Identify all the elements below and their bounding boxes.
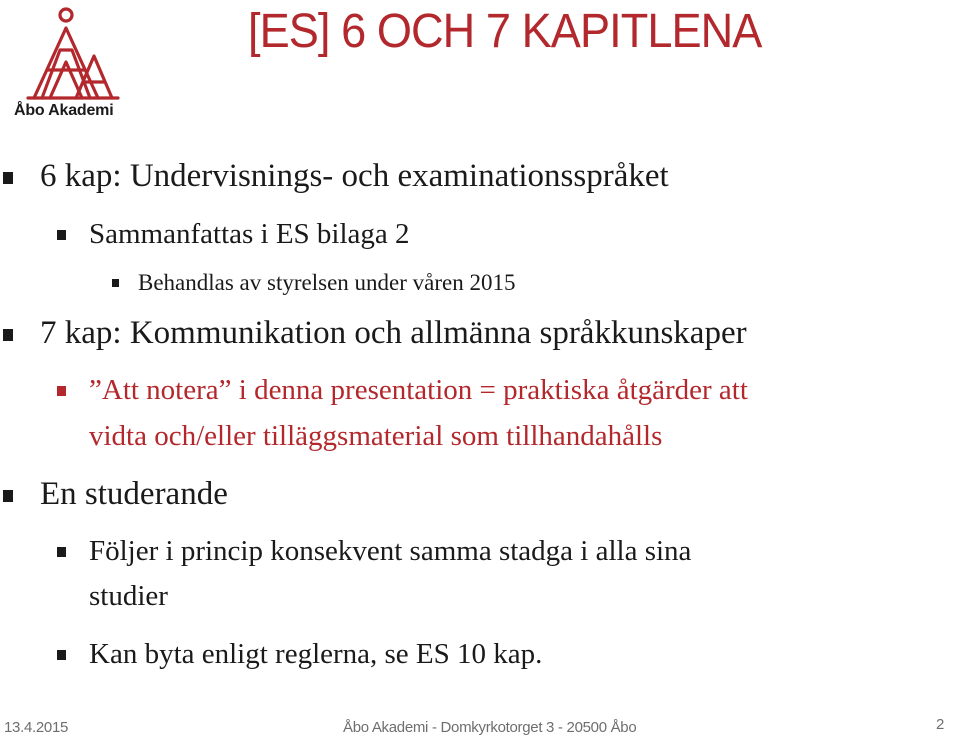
bullet-level3-styrelsen: Behandlas av styrelsen under våren 2015	[138, 270, 516, 295]
square-bullet-icon	[57, 650, 66, 660]
footer-date: 13.4.2015	[4, 719, 69, 736]
bullet-level2-att-notera-line1: ”Att notera” i denna presentation = praktiska åtgärder att	[89, 374, 748, 406]
bullet-level1-kommunikation: 7 kap: Kommunikation och allmänna språkkunskaper	[40, 315, 747, 351]
abo-akademi-logo	[14, 6, 134, 118]
bullet-level2-foljer-line2: studier	[89, 580, 168, 612]
bullet-level2-bilaga: Sammanfattas i ES bilaga 2	[89, 218, 410, 250]
footer-address: Åbo Akademi - Domkyrkotorget 3 - 20500 Åbo	[343, 719, 637, 736]
logo-text: Åbo Akademi	[14, 102, 114, 119]
bullet-level1-studerande: En studerande	[40, 476, 228, 512]
square-bullet-icon	[3, 172, 13, 184]
bullet-level2-att-notera-line2: vidta och/eller tilläggsmaterial som tillhandahålls	[89, 420, 663, 452]
bullet-level1-undervisning: 6 kap: Undervisnings- och examinationsspråket	[40, 158, 669, 194]
square-bullet-icon	[57, 386, 66, 396]
square-bullet-icon	[3, 490, 13, 502]
square-bullet-icon	[3, 329, 13, 341]
slide-title: [ES] 6 OCH 7 KAPITLENA	[248, 5, 762, 58]
square-bullet-icon	[57, 547, 66, 557]
square-bullet-icon	[57, 230, 66, 240]
square-bullet-icon	[112, 279, 119, 287]
bullet-level2-kan-byta: Kan byta enligt reglerna, se ES 10 kap.	[89, 638, 543, 670]
footer-page-number: 2	[936, 716, 945, 733]
abo-akademi-crest-icon	[14, 6, 134, 102]
bullet-level2-foljer-line1: Följer i princip konsekvent samma stadga i alla sina	[89, 535, 692, 567]
